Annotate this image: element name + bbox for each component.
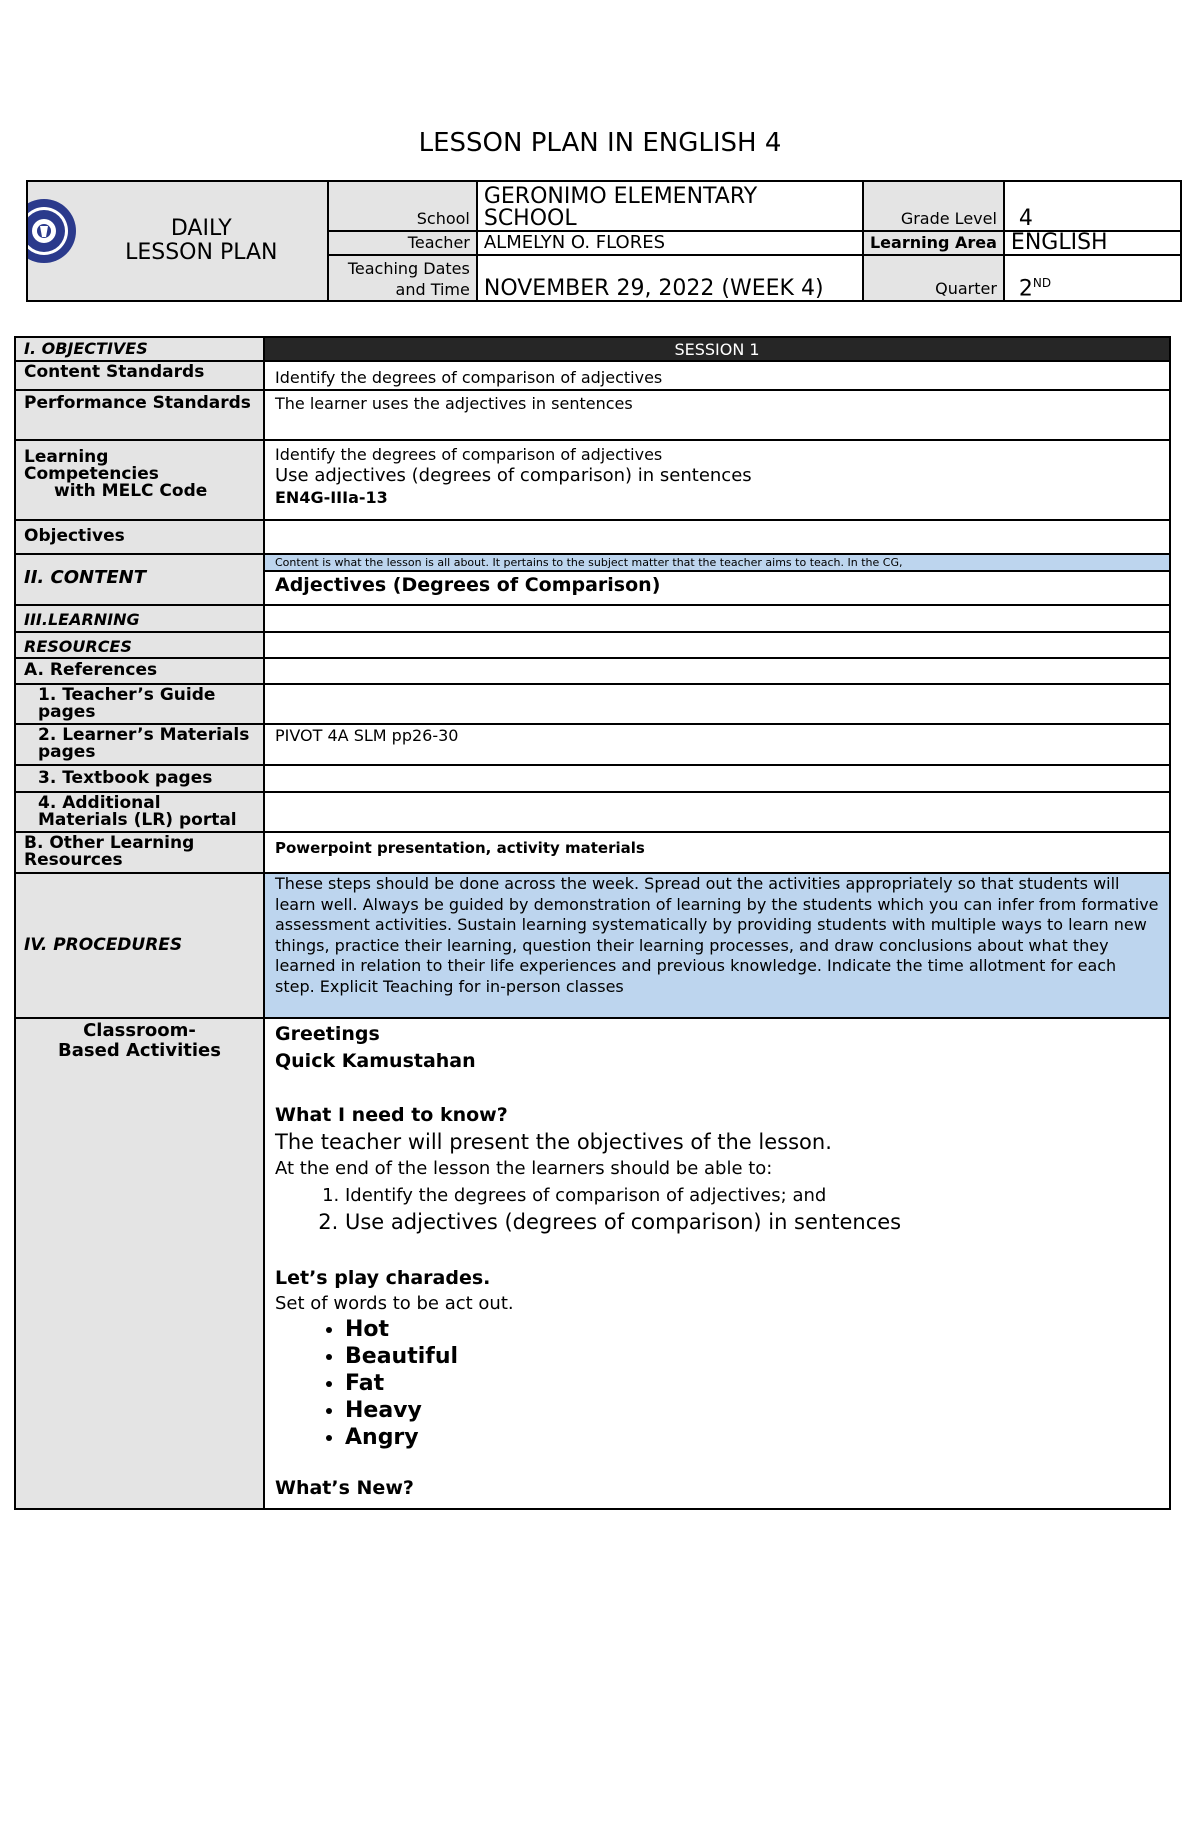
end-of-lesson-text: At the end of the lesson the learners should be able to:	[275, 1158, 773, 1179]
objective-item: 2. Use adjectives (degrees of comparison) in sentences	[345, 1209, 1159, 1236]
word-item: • Angry	[345, 1424, 1159, 1451]
grade-level-value: 4	[1004, 181, 1181, 231]
performance-standards-label: Performance Standards	[15, 390, 264, 440]
objectives-label: Objectives	[15, 520, 264, 554]
word-item: • Hot	[345, 1316, 1159, 1343]
teachers-guide-value	[264, 684, 1170, 724]
additional-materials-label: 4. Additional Materials (LR) portal	[15, 792, 264, 832]
performance-standards-value: The learner uses the adjectives in sentences	[264, 390, 1170, 440]
school-value: GERONIMO ELEMENTARY SCHOOL	[477, 181, 863, 231]
other-resources-value: Powerpoint presentation, activity materials	[264, 832, 1170, 873]
learning-area-label: Learning Area	[863, 231, 1004, 255]
objective-item: 1. Identify the degrees of comparison of adjectives; and	[345, 1182, 1159, 1209]
present-objectives-text: The teacher will present the objectives of the lesson.	[275, 1130, 832, 1154]
classroom-activities-label: Classroom-Based Activities	[15, 1018, 264, 1509]
learning-area-value: ENGLISH	[1004, 231, 1181, 255]
procedures-note: These steps should be done across the week. Spread out the activities appropriately so that students will learn well. Always be guided by demonstration of learning by the students which you can infer from formative assessment activities. Sustain learning systematically by providing students with multiple ways to learn new things, practice their learning, question their learning processes, and draw conclusions about what they learned in relation to their life experiences and previous knowledge. Indicate the time allotment for each step. Explicit Teaching for in-person classes	[264, 873, 1170, 1018]
content-note: Content is what the lesson is all about. It pertains to the subject matter that the teacher aims to teach. In the CG,	[264, 554, 1170, 571]
content-value: Adjectives (Degrees of Comparison)	[264, 571, 1170, 605]
teachers-guide-label: 1. Teacher’s Guide pages	[15, 684, 264, 724]
whats-new-heading: What’s New?	[275, 1477, 414, 1499]
learners-materials-label: 2. Learner’s Materials pages	[15, 724, 264, 765]
resources-blank-1	[264, 605, 1170, 632]
objectives-heading: I. OBJECTIVES	[15, 337, 264, 361]
greetings-text: Greetings	[275, 1023, 380, 1045]
quarter-value: 2ND	[1004, 255, 1181, 301]
resources-blank-2	[264, 632, 1170, 658]
words-list	[275, 1316, 1159, 1451]
resources-heading-2: RESOURCES	[15, 632, 264, 658]
word-item: • Fat	[345, 1370, 1159, 1397]
classroom-activities-content	[264, 1018, 1170, 1509]
lesson-table	[14, 336, 1171, 1510]
learners-materials-value: PIVOT 4A SLM pp26-30	[264, 724, 1170, 765]
objectives-list	[275, 1182, 1159, 1236]
school-label: School	[328, 181, 477, 231]
word-item: • Heavy	[345, 1397, 1159, 1424]
learning-competencies-label: Learning Competencies with MELC Code	[15, 440, 264, 520]
content-heading: II. CONTENT	[15, 554, 264, 605]
textbook-pages-value	[264, 765, 1170, 792]
references-label: A. References	[15, 658, 264, 684]
textbook-pages-label: 3. Textbook pages	[15, 765, 264, 792]
page-title: LESSON PLAN IN ENGLISH 4	[418, 128, 782, 158]
content-standards-label: Content Standards	[15, 361, 264, 390]
content-standards-value: Identify the degrees of comparison of adjectives	[264, 361, 1170, 390]
header-table	[26, 180, 1182, 302]
teacher-label: Teacher	[328, 231, 477, 255]
objectives-value	[264, 520, 1170, 554]
need-to-know-heading: What I need to know?	[275, 1104, 508, 1126]
daily-lesson-plan-cell	[27, 181, 328, 301]
resources-heading-1: III.LEARNING	[15, 605, 264, 632]
teaching-dates-label: Teaching Dates and Time	[328, 255, 477, 301]
set-of-words-text: Set of words to be act out.	[275, 1293, 514, 1314]
other-resources-label: B. Other Learning Resources	[15, 832, 264, 873]
teaching-dates-value: NOVEMBER 29, 2022 (WEEK 4)	[477, 255, 863, 301]
dlp-line-1: DAILY	[170, 216, 232, 241]
references-value	[264, 658, 1170, 684]
word-item: • Beautiful	[345, 1343, 1159, 1370]
teacher-value: ALMELYN O. FLORES	[477, 231, 863, 255]
session-heading: SESSION 1	[264, 337, 1170, 361]
learning-competencies-value: Identify the degrees of comparison of adjectives Use adjectives (degrees of comparison) in sentences EN4G-IIIa-13	[264, 440, 1170, 520]
grade-level-label: Grade Level	[863, 181, 1004, 231]
additional-materials-value	[264, 792, 1170, 832]
charades-heading: Let’s play charades.	[275, 1267, 491, 1289]
kamustahan-text: Quick Kamustahan	[275, 1050, 476, 1072]
school-seal-icon	[27, 197, 78, 265]
dlp-line-2: LESSON PLAN	[125, 240, 278, 265]
procedures-heading: IV. PROCEDURES	[15, 873, 264, 1018]
quarter-label: Quarter	[863, 255, 1004, 301]
